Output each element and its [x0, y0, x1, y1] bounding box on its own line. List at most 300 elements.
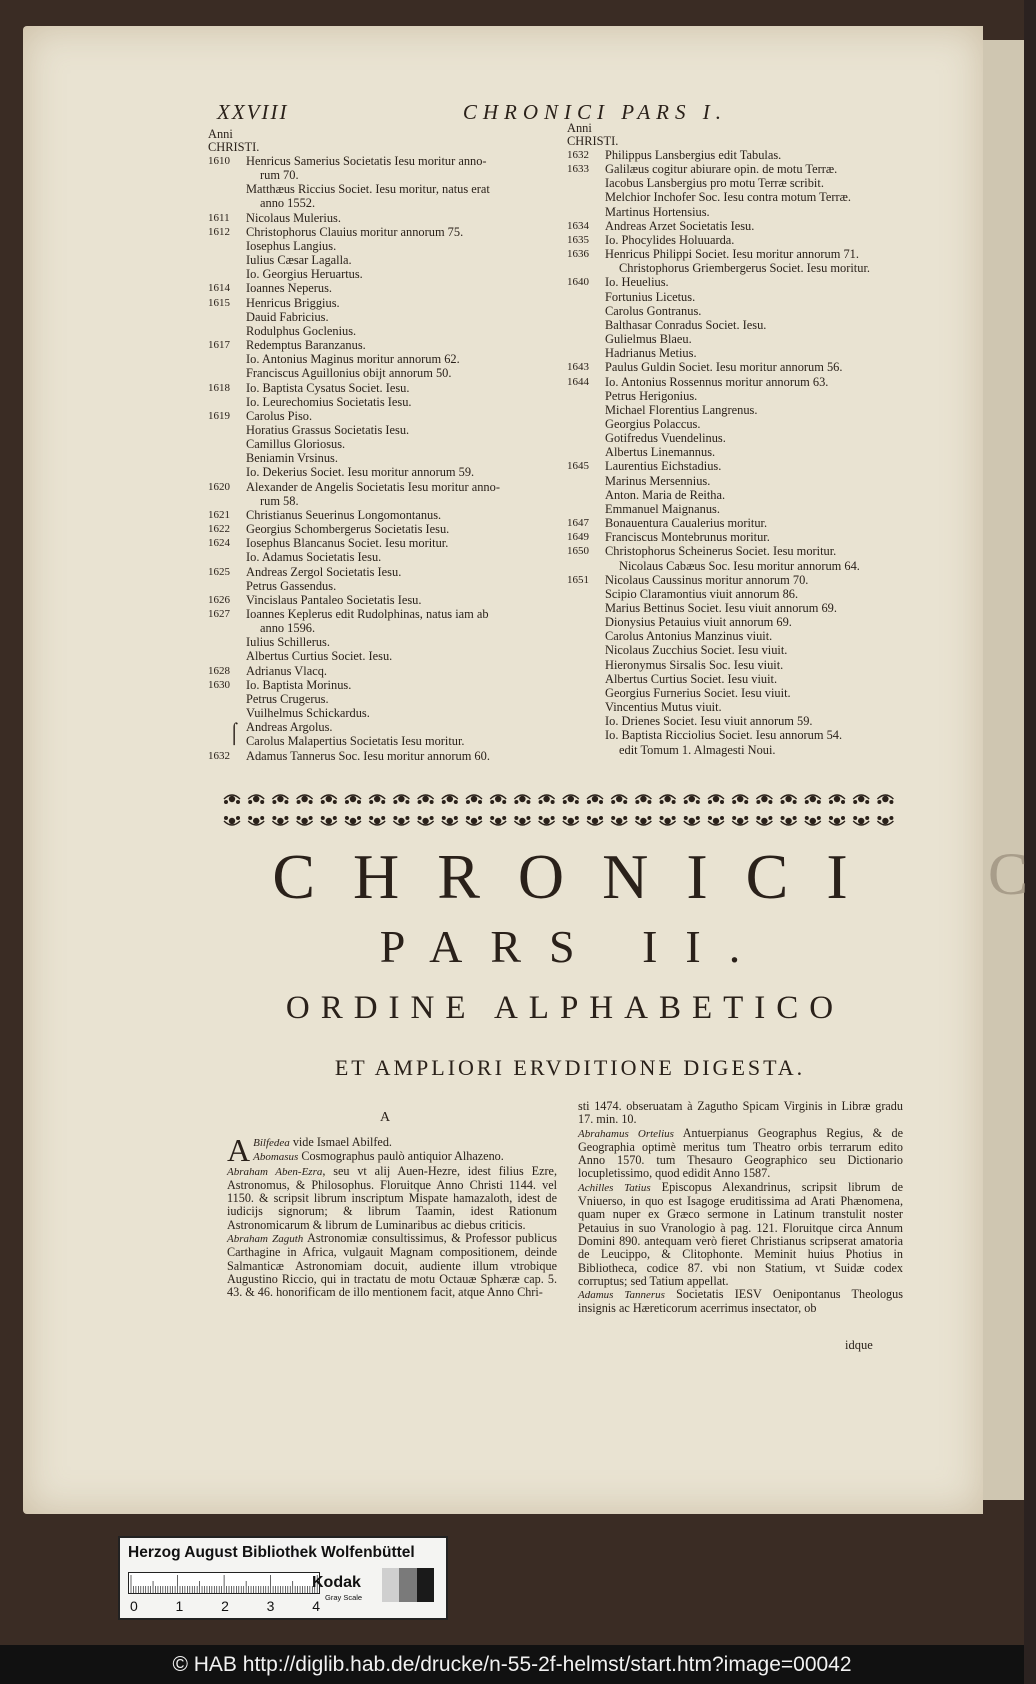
chronicle-entry	[208, 593, 548, 607]
entry-body: Cosmographus paulò antiquior Alhazeno.	[298, 1149, 504, 1164]
chronicle-entry	[208, 465, 548, 479]
fleuron	[853, 816, 869, 825]
fleuron	[684, 795, 700, 804]
lexicon-entry	[227, 1150, 557, 1164]
entry-year	[208, 734, 246, 748]
entry-year	[567, 417, 605, 431]
entry-text: Ioannes Neperus.	[246, 281, 333, 296]
entry-year	[208, 720, 246, 734]
entry-year	[567, 403, 605, 417]
entry-text: Io. Baptista Ricciolius Societ. Iesu annorum 54.	[605, 728, 843, 743]
facing-page-edge	[983, 40, 1036, 1500]
entry-year: 1626	[208, 593, 230, 606]
entry-year: 1636	[567, 248, 589, 261]
chronicle-entry	[208, 664, 548, 678]
entry-text: Fortunius Licetus.	[605, 289, 696, 304]
entry-text: Philippus Lansbergius edit Tabulas.	[605, 148, 782, 162]
entry-body: sti 1474. obseruatam à Zagutho Spicam Virginis in Libræ gradu 17. min. 10.	[578, 1099, 903, 1127]
entry-text: Laurentius Eichstadius.	[605, 459, 722, 474]
chronicle-entry	[567, 700, 887, 714]
chronicle-entry	[567, 516, 887, 530]
chronicle-entry	[567, 290, 887, 304]
entry-year	[208, 168, 246, 182]
chronicle-entry	[208, 296, 548, 310]
entry-text: Nicolaus Cabæus Soc. Iesu moritur annorum 64.	[619, 558, 860, 573]
entry-year	[208, 692, 246, 706]
entry-text: Rodulphus Goclenius.	[246, 323, 357, 338]
entry-text: Io. Phocylides Holuuarda.	[605, 232, 735, 247]
chronicle-entry	[567, 658, 887, 672]
chronicle-entry	[208, 409, 548, 423]
entry-year	[567, 615, 605, 629]
entry-text: Melchior Inchofer Soc. Iesu contra motum Terræ.	[605, 190, 851, 205]
entry-text: Beniamin Vrsinus.	[246, 451, 338, 466]
entry-year: 1619	[208, 409, 230, 422]
entry-text: rum 58.	[260, 493, 299, 508]
ruler-number: 1	[175, 1598, 184, 1614]
entry-body: Episcopus Alexandrinus, scripsit librum de Vniuerso, in quo est Isagoge eruditissima ad Arati Phænomena, quam nuper ex Græco sermone in Latinum transtulit noster Petauius in suo Vranologio à pag. 121. Floruitque circa Annum Domini 890. antequam verò fieret Christianus scripserat amatoria de Leucippo, & Clitophonte. Meminit huius Photius in Bibliotheca, codice 87. vbi non Statium, vt Suidæ codex corruptus; sed Tatium appellat.	[578, 1179, 903, 1288]
fleuron	[345, 795, 361, 804]
measurement-ruler	[128, 1572, 320, 1594]
chronicle-entry	[567, 728, 887, 742]
entry-year: 1647	[567, 517, 589, 530]
chronicle-entry	[208, 649, 548, 663]
entry-year: 1634	[567, 219, 589, 232]
chronicle-entry	[567, 219, 887, 233]
entry-text: Io. Antonius Maginus moritur annorum 62.	[246, 352, 460, 367]
chronicle-column-left	[208, 128, 548, 763]
lexicon-entry	[227, 1165, 557, 1232]
entry-headword: Adamus Tannerus	[578, 1289, 665, 1302]
chronicle-entry	[567, 431, 887, 445]
entry-text: Marinus Mersennius.	[605, 473, 711, 488]
entry-year	[208, 267, 246, 281]
entry-year	[567, 686, 605, 700]
kodak-logo: Kodak	[312, 1574, 361, 1591]
entry-text: Carolus Malapertius Societatis Iesu moritur.	[246, 734, 465, 749]
chronicle-entry	[567, 233, 887, 247]
entry-text: Christophorus Clauius moritur annorum 75.	[246, 224, 464, 239]
chronicle-entry	[208, 352, 548, 366]
chronicle-entry	[567, 559, 887, 573]
entry-year	[567, 502, 605, 516]
entry-text: Hieronymus Sirsalis Soc. Iesu viuit.	[605, 657, 784, 672]
entry-text: Gotifredus Vuendelinus.	[605, 431, 726, 446]
fleuron	[345, 816, 361, 825]
paragraph-list	[578, 1100, 903, 1316]
entry-year	[208, 310, 246, 324]
entry-year	[567, 205, 605, 219]
entry-text: Petrus Crugerus.	[246, 691, 329, 706]
entry-text: Nicolaus Caussinus moritur annorum 70.	[605, 572, 809, 587]
chronicle-entry	[567, 459, 887, 473]
entry-year	[208, 182, 246, 196]
entry-year	[567, 431, 605, 445]
chronicle-entry	[208, 395, 548, 409]
entry-year: 1628	[208, 664, 230, 677]
fleuron	[539, 795, 555, 804]
bracket-mark: ⌠	[228, 722, 241, 744]
entry-year	[567, 318, 605, 332]
chronicle-entry	[567, 190, 887, 204]
lexicon-entry	[578, 1127, 903, 1181]
ornament-band	[222, 787, 902, 835]
entry-year	[567, 672, 605, 686]
chronicle-entry	[567, 587, 887, 601]
chronicle-entry	[208, 451, 548, 465]
column-head	[567, 122, 887, 148]
entry-text: Balthasar Conradus Societ. Iesu.	[605, 317, 767, 332]
entry-year	[208, 423, 246, 437]
entry-year	[208, 196, 246, 210]
title-chronici: CHRONICI	[272, 841, 886, 912]
ruler-number: 4	[312, 1598, 320, 1614]
chronicle-entry	[567, 544, 887, 558]
fleuron	[466, 816, 482, 825]
entry-headword: Achilles Tatius	[578, 1181, 651, 1194]
chronicle-entry	[208, 607, 548, 621]
entry-year	[567, 304, 605, 318]
entry-text: Carolus Antonius Manzinus viuit.	[605, 629, 773, 644]
entry-text: Georgius Polaccus.	[605, 416, 701, 431]
entry-body: vide Ismael Abilfed.	[289, 1135, 392, 1149]
entry-year	[567, 346, 605, 360]
fleuron	[756, 795, 772, 804]
entry-text: Iosephus Langius.	[246, 238, 337, 253]
entry-year	[208, 621, 246, 635]
entry-text: Andreas Arzet Societatis Iesu.	[605, 218, 755, 233]
paragraph-list	[227, 1132, 557, 1300]
entry-year	[208, 239, 246, 253]
chronicle-entry	[567, 346, 887, 360]
fleuron	[442, 795, 458, 804]
entry-text: Io. Georgius Heruartus.	[246, 267, 363, 282]
entry-text: Redemptus Baranzanus.	[246, 338, 366, 353]
chronicle-entry	[208, 734, 548, 748]
entries-left	[227, 1132, 557, 1300]
entry-year	[208, 550, 246, 564]
entry-year: 1625	[208, 565, 230, 578]
entry-text: Dionysius Petauius viuit annorum 69.	[605, 615, 792, 630]
drop-cap: A	[227, 1132, 251, 1168]
chronicle-entry	[208, 550, 548, 564]
fleuron	[321, 816, 337, 825]
entry-headword: Abraham Zaguth	[227, 1233, 304, 1246]
chronicle-entry	[567, 162, 887, 176]
entry-text: Albertus Curtius Societ. Iesu.	[246, 649, 393, 664]
entry-year: 1649	[567, 531, 589, 544]
entry-year	[567, 176, 605, 190]
entry-text: Henricus Samerius Societatis Iesu moritur anno-	[246, 154, 487, 168]
christi-label: CHRISTI.	[567, 134, 619, 148]
chronicle-entry	[208, 621, 548, 635]
fleuron	[224, 795, 240, 804]
chronicle-entry	[567, 148, 887, 162]
fleuron	[466, 795, 482, 804]
entry-year	[208, 451, 246, 465]
entry-text: Petrus Herigonius.	[605, 388, 698, 403]
chronicle-entry	[208, 310, 548, 324]
column-head	[208, 128, 548, 154]
entry-year: 1630	[208, 678, 230, 691]
title-ordine: ORDINE ALPHABETICO	[285, 990, 845, 1026]
fleuron	[514, 816, 530, 825]
entry-year: 1611	[208, 211, 230, 224]
ruler-numbers	[130, 1598, 320, 1614]
fleuron	[829, 795, 845, 804]
entry-year	[567, 743, 605, 757]
running-title: CHRONICI PARS I.	[462, 100, 727, 124]
entry-text: Adamus Tannerus Soc. Iesu moritur annorum 60.	[246, 748, 490, 763]
library-name: Herzog August Bibliothek Wolfenbüttel	[128, 1544, 415, 1561]
chronicle-entry	[208, 579, 548, 593]
entry-year	[567, 261, 605, 275]
fleuron	[514, 795, 530, 804]
fleuron	[660, 795, 676, 804]
fleuron	[708, 816, 724, 825]
chronicle-entry	[208, 168, 548, 182]
chronicle-entry	[567, 304, 887, 318]
entry-text: Carolus Gontranus.	[605, 303, 702, 318]
entry-year: 1615	[208, 296, 230, 309]
entry-text: Paulus Guldin Societ. Iesu moritur annorum 56.	[605, 360, 843, 375]
chronicle-entry	[567, 445, 887, 459]
chronicle-column-right	[567, 122, 887, 757]
entry-text: Anton. Maria de Reitha.	[605, 487, 726, 502]
entry-text: Franciscus Aguillonius obijt annorum 50.	[246, 366, 452, 381]
entry-text: Gulielmus Blaeu.	[605, 332, 692, 347]
fleuron	[877, 816, 893, 825]
chronicle-entry	[567, 714, 887, 728]
lexicon-entry	[578, 1288, 903, 1316]
ruler-number: 0	[130, 1598, 138, 1614]
entry-year	[208, 579, 246, 593]
fleuron	[805, 816, 821, 825]
fleuron	[732, 816, 748, 825]
chronicle-entry	[208, 720, 548, 734]
entry-text: rum 70.	[260, 168, 299, 183]
entry-text: Horatius Grassus Societatis Iesu.	[246, 422, 410, 437]
gray-patches	[382, 1568, 434, 1602]
entry-year	[208, 437, 246, 451]
entry-year	[567, 728, 605, 742]
entry-text: Henricus Briggius.	[246, 295, 340, 310]
fleuron	[781, 816, 797, 825]
chronicle-entry	[208, 281, 548, 295]
fleuron	[272, 795, 288, 804]
entry-text: Marius Bettinus Societ. Iesu viuit annorum 69.	[605, 601, 837, 615]
gray-patch	[417, 1568, 434, 1602]
entry-year	[567, 587, 605, 601]
section-letter: A	[380, 1110, 391, 1125]
entry-text: Hadrianus Metius.	[605, 346, 697, 361]
entry-text: Michael Florentius Langrenus.	[605, 402, 758, 417]
entry-text: Nicolaus Mulerius.	[246, 210, 341, 225]
fleuron	[321, 795, 337, 804]
chronicle-entry	[567, 332, 887, 346]
chronicle-entry	[567, 672, 887, 686]
lexicon-entry	[578, 1181, 903, 1288]
entry-text: Andreas Argolus.	[246, 720, 333, 735]
entry-year	[567, 190, 605, 204]
entry-year: 1614	[208, 282, 230, 295]
entry-year	[208, 366, 246, 380]
fleuron	[418, 816, 434, 825]
entry-text: Camillus Gloriosus.	[246, 437, 346, 452]
entry-body: , seu vt alij Auen-Hezre, idest filius Ezre, Astronomus, & Philosophus. Floruitque Anno Christi 1144. vel 1150. & scripsit librum inscriptum Mispate hamazaloth, idest de iudicijs signorum; & librum Taamin, idest Rationum Astronomicarum & librum de Luminaribus ac diebus criticis.	[227, 1163, 557, 1232]
entry-year	[208, 649, 246, 663]
entry-text: Christophorus Scheinerus Societ. Iesu moritur.	[605, 544, 837, 559]
entry-year	[567, 629, 605, 643]
entry-text: Petrus Gassendus.	[246, 578, 337, 593]
entry-text: Vuilhelmus Schickardus.	[246, 706, 370, 721]
entry-year	[567, 643, 605, 657]
entry-year: 1621	[208, 508, 230, 521]
entry-headword: Abraham Aben-Ezra	[227, 1165, 323, 1178]
chronicle-entry	[208, 338, 548, 352]
chronicle-entry	[208, 154, 548, 168]
fleuron	[369, 816, 385, 825]
fleuron	[490, 816, 506, 825]
entry-year	[567, 559, 605, 573]
entry-text: Io. Drienes Societ. Iesu viuit annorum 59.	[605, 714, 813, 729]
entry-year	[567, 445, 605, 459]
entry-year	[208, 324, 246, 338]
entry-text: Christophorus Griembergerus Societ. Iesu moritur.	[619, 261, 870, 276]
fleuron	[587, 816, 603, 825]
chronicle-entry	[567, 417, 887, 431]
entry-text: Vincentius Mutus viuit.	[605, 700, 722, 715]
entry-text: Vincislaus Pantaleo Societatis Iesu.	[246, 592, 422, 607]
entry-text: Io. Baptista Cysatus Societ. Iesu.	[246, 380, 410, 395]
gray-scale-label: Gray Scale	[325, 1593, 363, 1602]
chronicle-entry	[208, 536, 548, 550]
entry-text: Nicolaus Zucchius Societ. Iesu viuit.	[605, 643, 788, 658]
title-digesta: ET AMPLIORI ERVDITIONE DIGESTA.	[334, 1055, 806, 1080]
ruler-number: 2	[221, 1598, 229, 1614]
fleuron	[369, 795, 385, 804]
fleuron	[297, 816, 313, 825]
gray-patch	[382, 1568, 399, 1602]
entry-text: Iosephus Blancanus Societ. Iesu moritur.	[246, 536, 449, 551]
anni-label: Anni	[208, 127, 233, 141]
entry-year: 1633	[567, 163, 589, 176]
entry-headword: Abomasus	[253, 1151, 299, 1164]
entry-year	[567, 658, 605, 672]
chronicle-entry	[567, 743, 887, 757]
entry-year	[567, 714, 605, 728]
chronicle-entry	[567, 629, 887, 643]
chronicle-entry	[567, 261, 887, 275]
entry-year	[208, 395, 246, 409]
chronicle-entry	[567, 205, 887, 219]
entry-year	[208, 635, 246, 649]
fleuron	[877, 795, 893, 804]
chronicle-entry	[208, 692, 548, 706]
entry-text: Iulius Cæsar Lagalla.	[246, 253, 352, 268]
entry-year: 1640	[567, 276, 589, 289]
chronicle-entry	[208, 522, 548, 536]
chronicle-entry	[208, 324, 548, 338]
fleuron	[635, 795, 651, 804]
entry-year: 1643	[567, 361, 589, 374]
entry-list	[208, 154, 548, 763]
entry-year: 1644	[567, 375, 589, 388]
ruler-number: 3	[266, 1598, 275, 1614]
entry-text: Scipio Claramontius viuit annorum 86.	[605, 586, 799, 601]
chronicle-entry	[567, 360, 887, 374]
entry-text: Adrianus Vlacq.	[246, 663, 327, 678]
entry-list	[567, 148, 887, 757]
fleuron	[248, 816, 264, 825]
entry-year: 1632	[208, 749, 230, 762]
entry-year: 1622	[208, 523, 230, 536]
fleuron	[248, 795, 264, 804]
fleuron	[805, 795, 821, 804]
entry-text: Io. Dekerius Societ. Iesu moritur annorum 59.	[246, 465, 475, 480]
entry-year	[567, 389, 605, 403]
entry-text: Georgius Furnerius Societ. Iesu viuit.	[605, 685, 791, 700]
chronicle-entry	[208, 225, 548, 239]
entry-text: Bonauentura Caualerius moritur.	[605, 516, 768, 531]
chronicle-entry	[567, 615, 887, 629]
entry-year	[567, 290, 605, 304]
fleuron	[418, 795, 434, 804]
chronicle-entry	[567, 488, 887, 502]
chronicle-entry	[567, 247, 887, 261]
entry-body: Antuerpianus Geographus Regius, & de Geographia optimè meritus tum Theatro orbis terrarum edito Anno 1570. tum Thesauro Geographico seu Dictionario locupletissimo, quod edidit Anno 1587.	[578, 1125, 904, 1181]
entry-year: 1620	[208, 480, 230, 493]
chronicle-entry	[208, 253, 548, 267]
entry-text: Io. Antonius Rossennus moritur annorum 63.	[605, 374, 829, 389]
entry-text: Io. Leurechomius Societatis Iesu.	[246, 394, 412, 409]
entry-year: 1632	[567, 149, 589, 161]
chronicle-entry	[567, 403, 887, 417]
entry-year	[208, 465, 246, 479]
entry-text: edit Tomum 1. Almagesti Noui.	[619, 742, 776, 757]
bleed-through-text: C	[988, 841, 1036, 907]
chronicle-entry	[208, 678, 548, 692]
entry-year	[567, 332, 605, 346]
chronicle-entry	[208, 239, 548, 253]
chronicle-entry	[208, 366, 548, 380]
chronicle-entry	[567, 643, 887, 657]
chronicle-entry	[208, 635, 548, 649]
entry-year: 1635	[567, 233, 589, 246]
entry-text: Ioannes Keplerus edit Rudolphinas, natus iam ab	[246, 607, 489, 621]
chronicle-entry	[567, 686, 887, 700]
lexicon-entry	[227, 1232, 557, 1299]
entry-year: 1627	[208, 608, 230, 620]
fleuron	[539, 816, 555, 825]
chronicle-entry	[567, 573, 887, 587]
entry-text: Emmanuel Maignanus.	[605, 501, 720, 516]
fleuron	[660, 816, 676, 825]
chronicle-entry	[567, 474, 887, 488]
chronicle-entry	[208, 423, 548, 437]
fleuron	[272, 816, 288, 825]
chronicle-entry	[208, 211, 548, 225]
fleuron	[781, 795, 797, 804]
color-calibration-chart	[118, 1536, 448, 1620]
fleuron	[563, 795, 579, 804]
copyright-footer: © HAB http://diglib.hab.de/drucke/n-55-2f-helmst/start.htm?image=00042	[0, 1645, 1024, 1684]
fleuron	[442, 816, 458, 825]
entry-year	[567, 488, 605, 502]
entry-text: Alexander de Angelis Societatis Iesu moritur anno-	[246, 479, 500, 494]
chronicle-entry	[208, 267, 548, 281]
entry-text: Franciscus Montebrunus moritur.	[605, 530, 770, 545]
